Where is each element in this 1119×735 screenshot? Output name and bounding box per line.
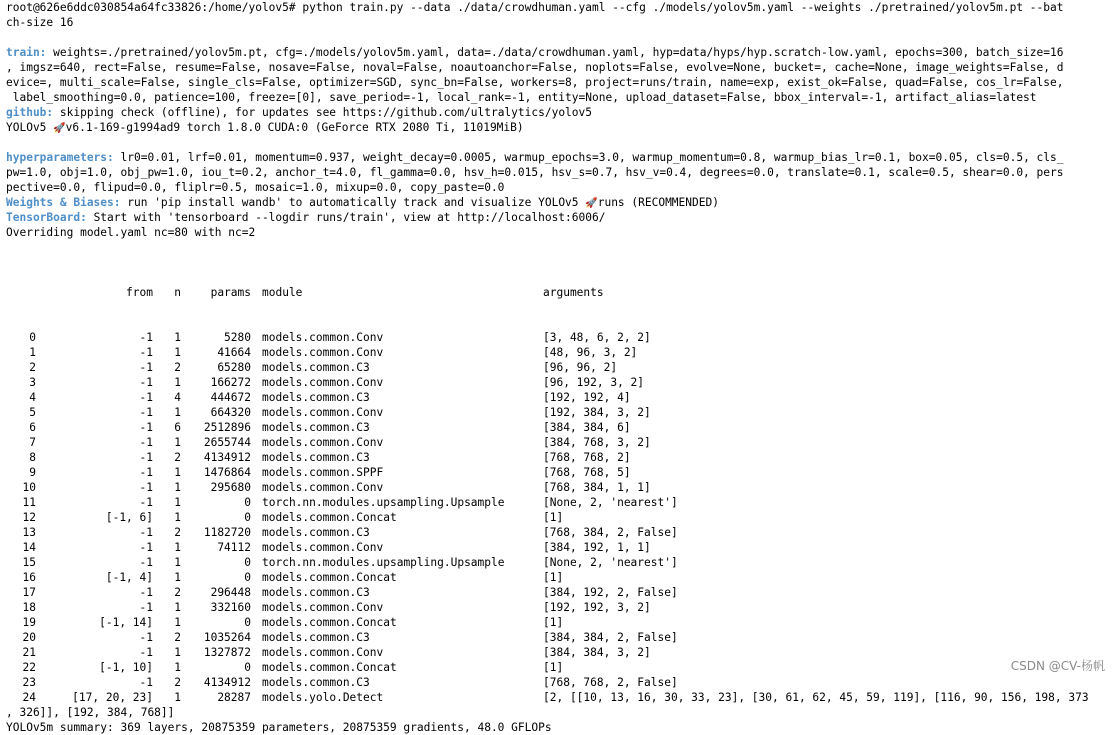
cell-n: 1 [174, 376, 181, 389]
version-prefix: YOLOv5 [6, 121, 54, 134]
table-row [6, 585, 1114, 600]
cell-params: 2655744 [203, 436, 251, 449]
train-args-text-1: weights=./pretrained/yolov5m.pt, cfg=./models/yolov5m.yaml, data=./data/crowdhuman.yaml, hyp=data/hyps/hyp.scratch-low.yaml, epochs=300, batch_size=16 [46, 46, 1064, 59]
cell-module: torch.nn.modules.upsampling.Upsample [262, 556, 505, 569]
table-row-continuation: , 326]], [192, 384, 768]] [6, 706, 175, 719]
cell-arguments: [768, 384, 2, False] [543, 526, 678, 539]
cell-idx: 4 [29, 391, 36, 404]
cell-n: 1 [174, 481, 181, 494]
github-key: github: [6, 106, 54, 119]
train-args-line-3: evice=, multi_scale=False, single_cls=False, optimizer=SGD, sync_bn=False, workers=8, project=runs/train, name=exp, exist_ok=False, quad=False, cos_lr=False, [6, 76, 1064, 89]
cell-n: 1 [174, 556, 181, 569]
cell-params: 65280 [217, 361, 251, 374]
table-row [6, 330, 1114, 345]
hyperparameters-key: hyperparameters: [6, 151, 114, 164]
cell-from: -1 [139, 361, 153, 374]
cell-n: 2 [174, 451, 181, 464]
cell-arguments: [192, 192, 3, 2] [543, 601, 651, 614]
rocket-icon: 🚀 [585, 198, 598, 209]
cell-n: 2 [174, 526, 181, 539]
cell-module: models.common.C3 [262, 391, 370, 404]
cell-from: [-1, 4] [105, 571, 153, 584]
cell-arguments: [192, 384, 3, 2] [543, 406, 651, 419]
wandb-key: Weights & Biases: [6, 196, 121, 209]
cell-from: -1 [139, 496, 153, 509]
cell-module: models.yolo.Detect [262, 691, 384, 704]
table-row [6, 570, 1114, 585]
cell-from: -1 [139, 646, 153, 659]
cell-params: 41664 [217, 346, 251, 359]
wandb-line [6, 195, 1114, 210]
tensorboard-text: Start with 'tensorboard --logdir runs/train', view at http://localhost:6006/ [86, 211, 606, 224]
table-row [6, 360, 1114, 375]
cell-arguments: [96, 96, 2] [543, 361, 618, 374]
cell-n: 1 [174, 406, 181, 419]
version-line [6, 120, 1114, 135]
cell-module: models.common.Conv [262, 481, 384, 494]
cell-params: 296448 [210, 586, 251, 599]
header-module: module [262, 286, 303, 299]
cell-module: models.common.Conv [262, 331, 384, 344]
table-row [6, 495, 1114, 510]
table-row [6, 435, 1114, 450]
cell-module: models.common.C3 [262, 631, 370, 644]
cell-arguments: [768, 768, 2] [543, 451, 631, 464]
cell-from: -1 [139, 676, 153, 689]
cell-params: 0 [244, 616, 251, 629]
cell-params: 0 [244, 556, 251, 569]
cell-idx: 1 [29, 346, 36, 359]
table-row [6, 675, 1114, 690]
cell-arguments: [None, 2, 'nearest'] [543, 496, 678, 509]
cell-arguments: [768, 768, 2, False] [543, 676, 678, 689]
hyperparameters-line-2: pw=1.0, obj=1.0, obj_pw=1.0, iou_t=0.2, anchor_t=4.0, fl_gamma=0.0, hsv_h=0.015, hsv_s=0.7, hsv_v=0.4, degrees=0.0, translate=0.1, scale=0.5, shear=0.0, pers [6, 166, 1064, 179]
wandb-text-1: run 'pip install wandb' to automatically track and visualize YOLOv5 [120, 196, 586, 209]
cell-arguments: [384, 384, 3, 2] [543, 646, 651, 659]
cell-params: 0 [244, 496, 251, 509]
cell-n: 1 [174, 466, 181, 479]
cell-from: -1 [139, 346, 153, 359]
cell-params: 332160 [210, 601, 251, 614]
cell-n: 2 [174, 631, 181, 644]
cell-from: -1 [139, 331, 153, 344]
cell-idx: 23 [22, 676, 36, 689]
command-line-1: root@626e6ddc030854a64fc33826:/home/yolov5# python train.py --data ./data/crowdhuman.yaml --cfg ./models/yolov5m.yaml --weights ./pretrained/yolov5m.pt --bat [6, 1, 1064, 14]
train-key: train: [6, 46, 47, 59]
cell-idx: 24 [22, 691, 36, 704]
cell-from: -1 [139, 526, 153, 539]
cell-n: 1 [174, 331, 181, 344]
tensorboard-key: TensorBoard: [6, 211, 87, 224]
table-row [6, 690, 1114, 705]
cell-idx: 6 [29, 421, 36, 434]
cell-idx: 17 [22, 586, 36, 599]
version-text: v6.1-169-g1994ad9 torch 1.8.0 CUDA:0 (GeForce RTX 2080 Ti, 11019MiB) [65, 121, 524, 134]
table-row [6, 390, 1114, 405]
table-row [6, 555, 1114, 570]
cell-arguments: [1] [543, 661, 564, 674]
cell-from: [-1, 6] [105, 511, 153, 524]
cell-n: 1 [174, 571, 181, 584]
table-row [6, 480, 1114, 495]
table-row [6, 630, 1114, 645]
table-row [6, 405, 1114, 420]
github-text: skipping check (offline), for updates see https://github.com/ultralytics/yolov5 [53, 106, 592, 119]
cell-params: 664320 [210, 406, 251, 419]
cell-from: [-1, 14] [99, 616, 153, 629]
cell-from: -1 [139, 481, 153, 494]
cell-arguments: [768, 768, 5] [543, 466, 631, 479]
wandb-text-2: runs (RECOMMENDED) [597, 196, 719, 209]
cell-n: 2 [174, 676, 181, 689]
train-args-line-1 [6, 45, 1114, 60]
cell-arguments: [2, [[10, 13, 16, 30, 33, 23], [30, 61, 62, 45, 59, 119], [116, 90, 156, 198, 373 [543, 691, 1089, 704]
cell-params: 1476864 [203, 466, 251, 479]
cell-idx: 18 [22, 601, 36, 614]
cell-idx: 12 [22, 511, 36, 524]
table-row [6, 510, 1114, 525]
cell-params: 4134912 [203, 451, 251, 464]
cell-module: models.common.Conv [262, 601, 384, 614]
cell-from: -1 [139, 421, 153, 434]
cell-from: [-1, 10] [99, 661, 153, 674]
cell-idx: 10 [22, 481, 36, 494]
github-line [6, 105, 1114, 120]
cell-module: torch.nn.modules.upsampling.Upsample [262, 496, 505, 509]
cell-arguments: [384, 384, 2, False] [543, 631, 678, 644]
cell-params: 444672 [210, 391, 251, 404]
cell-from: -1 [139, 541, 153, 554]
table-row [6, 450, 1114, 465]
cell-from: -1 [139, 376, 153, 389]
cell-module: models.common.Conv [262, 346, 384, 359]
hyperparameters-text-1: lr0=0.01, lrf=0.01, momentum=0.937, weight_decay=0.0005, warmup_epochs=3.0, warmup_momentum=0.8, warmup_bias_lr=0.1, box=0.05, cls=0.5, cls_ [113, 151, 1064, 164]
cell-from: -1 [139, 406, 153, 419]
header-from: from [126, 286, 153, 299]
table-row [6, 375, 1114, 390]
cell-n: 1 [174, 646, 181, 659]
cell-params: 28287 [217, 691, 251, 704]
hyperparameters-line-1 [6, 150, 1114, 165]
cell-idx: 0 [29, 331, 36, 344]
terminal-output[interactable] [6, 0, 1114, 735]
table-row [6, 615, 1114, 630]
cell-idx: 13 [22, 526, 36, 539]
cell-n: 1 [174, 511, 181, 524]
cell-idx: 21 [22, 646, 36, 659]
cell-idx: 15 [22, 556, 36, 569]
table-row [6, 345, 1114, 360]
cell-arguments: [384, 768, 3, 2] [543, 436, 651, 449]
cell-module: models.common.Concat [262, 511, 397, 524]
cell-params: 5280 [224, 331, 251, 344]
header-n: n [174, 286, 181, 299]
cell-module: models.common.C3 [262, 526, 370, 539]
table-row [6, 600, 1114, 615]
command-line-2: ch-size 16 [6, 16, 74, 29]
cell-module: models.common.C3 [262, 361, 370, 374]
cell-params: 2512896 [203, 421, 251, 434]
cell-module: models.common.C3 [262, 586, 370, 599]
train-args-line-4: label_smoothing=0.0, patience=100, freeze=[0], save_period=-1, local_rank=-1, entity=None, upload_dataset=False, bbox_interval=-1, artifact_alias=latest [6, 91, 1037, 104]
cell-idx: 22 [22, 661, 36, 674]
table-row [6, 420, 1114, 435]
cell-module: models.common.C3 [262, 421, 370, 434]
cell-arguments: [384, 192, 2, False] [543, 586, 678, 599]
cell-n: 2 [174, 361, 181, 374]
cell-arguments: [1] [543, 511, 564, 524]
cell-params: 0 [244, 661, 251, 674]
cell-arguments: [1] [543, 571, 564, 584]
override-line: Overriding model.yaml nc=80 with nc=2 [6, 226, 256, 239]
cell-idx: 16 [22, 571, 36, 584]
cell-n: 1 [174, 616, 181, 629]
model-summary-table [6, 255, 1114, 720]
cell-idx: 9 [29, 466, 36, 479]
cell-module: models.common.Conv [262, 436, 384, 449]
train-args-line-2: , imgsz=640, rect=False, resume=False, nosave=False, noval=False, noautoanchor=False, noplots=False, evolve=None, bucket=, cache=None, image_weights=False, d [6, 61, 1064, 74]
cell-from: -1 [139, 631, 153, 644]
cell-n: 4 [174, 391, 181, 404]
cell-n: 2 [174, 586, 181, 599]
cell-module: models.common.Conv [262, 406, 384, 419]
cell-from: -1 [139, 586, 153, 599]
cell-module: models.common.Concat [262, 571, 397, 584]
cell-arguments: [3, 48, 6, 2, 2] [543, 331, 651, 344]
cell-module: models.common.Conv [262, 541, 384, 554]
cell-module: models.common.Conv [262, 376, 384, 389]
cell-module: models.common.C3 [262, 676, 370, 689]
cell-arguments: [48, 96, 3, 2] [543, 346, 638, 359]
table-row [6, 525, 1114, 540]
cell-idx: 11 [22, 496, 36, 509]
cell-arguments: [192, 192, 4] [543, 391, 631, 404]
cell-n: 1 [174, 691, 181, 704]
cell-from: -1 [139, 451, 153, 464]
cell-idx: 7 [29, 436, 36, 449]
cell-module: models.common.Concat [262, 616, 397, 629]
header-arguments: arguments [543, 286, 604, 299]
header-params: params [210, 286, 251, 299]
cell-idx: 14 [22, 541, 36, 554]
cell-idx: 8 [29, 451, 36, 464]
cell-params: 1327872 [203, 646, 251, 659]
cell-arguments: [768, 384, 1, 1] [543, 481, 651, 494]
cell-from: -1 [139, 391, 153, 404]
cell-module: models.common.SPPF [262, 466, 384, 479]
tensorboard-line [6, 210, 1114, 225]
cell-module: models.common.Concat [262, 661, 397, 674]
cell-n: 1 [174, 661, 181, 674]
cell-n: 6 [174, 421, 181, 434]
cell-params: 1035264 [203, 631, 251, 644]
cell-module: models.common.C3 [262, 451, 370, 464]
cell-idx: 2 [29, 361, 36, 374]
csdn-watermark: CSDN @CV-杨帆 [1010, 659, 1105, 673]
cell-from: -1 [139, 556, 153, 569]
cell-from: -1 [139, 436, 153, 449]
cell-params: 4134912 [203, 676, 251, 689]
cell-params: 166272 [210, 376, 251, 389]
cell-arguments: [96, 192, 3, 2] [543, 376, 645, 389]
cell-n: 1 [174, 346, 181, 359]
cell-from: -1 [139, 466, 153, 479]
cell-arguments: [384, 192, 1, 1] [543, 541, 651, 554]
cell-from: -1 [139, 601, 153, 614]
cell-params: 0 [244, 511, 251, 524]
cell-idx: 5 [29, 406, 36, 419]
summary-line: YOLOv5m summary: 369 layers, 20875359 parameters, 20875359 gradients, 48.0 GFLOPs [6, 721, 552, 734]
cell-params: 0 [244, 571, 251, 584]
table-header [6, 285, 1114, 300]
cell-params: 1182720 [203, 526, 251, 539]
cell-from: [17, 20, 23] [72, 691, 153, 704]
table-row [6, 540, 1114, 555]
cell-arguments: [None, 2, 'nearest'] [543, 556, 678, 569]
cell-idx: 3 [29, 376, 36, 389]
table-row [6, 660, 1114, 675]
cell-params: 74112 [217, 541, 251, 554]
hyperparameters-line-3: pective=0.0, flipud=0.0, fliplr=0.5, mosaic=1.0, mixup=0.0, copy_paste=0.0 [6, 181, 505, 194]
cell-n: 1 [174, 436, 181, 449]
cell-params: 295680 [210, 481, 251, 494]
cell-n: 1 [174, 496, 181, 509]
rocket-icon: 🚀 [53, 123, 66, 134]
cell-idx: 20 [22, 631, 36, 644]
cell-arguments: [1] [543, 616, 564, 629]
cell-arguments: [384, 384, 6] [543, 421, 631, 434]
cell-idx: 19 [22, 616, 36, 629]
cell-n: 1 [174, 541, 181, 554]
table-row [6, 465, 1114, 480]
table-row [6, 645, 1114, 660]
cell-n: 1 [174, 601, 181, 614]
cell-module: models.common.Conv [262, 646, 384, 659]
